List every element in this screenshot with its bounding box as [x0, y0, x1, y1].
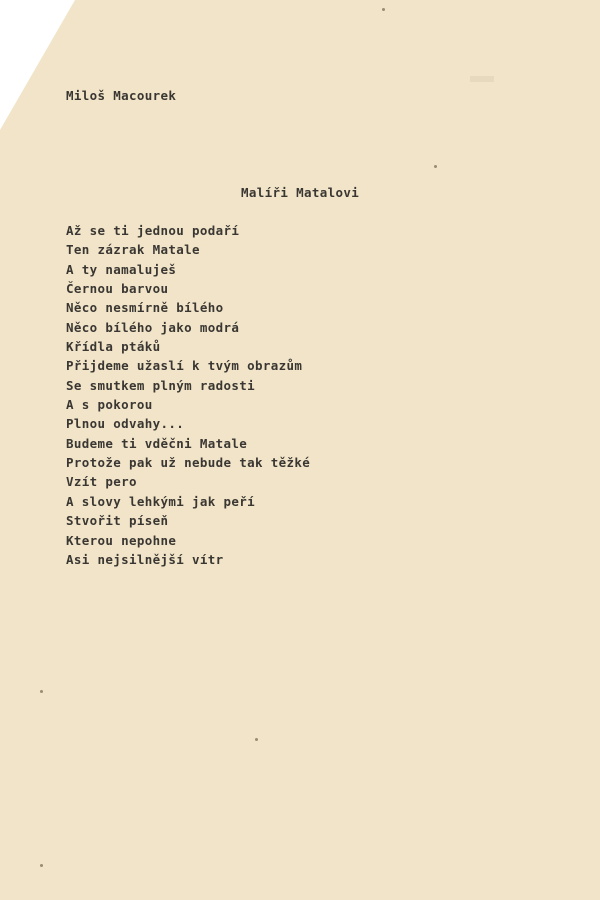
- poem-line: Až se ti jednou podaří: [66, 223, 240, 238]
- folded-corner: [0, 0, 75, 130]
- paper-smudge: [470, 76, 494, 82]
- poem-line: A s pokorou: [66, 397, 153, 413]
- author-name: Miloš Macourek: [66, 88, 177, 103]
- poem-title: Malíři Matalovi: [241, 185, 360, 200]
- paper-speck: [434, 165, 437, 168]
- poem-line: Protože pak už nebude tak těžké: [66, 455, 311, 471]
- poem-line: Křídla ptáků: [66, 339, 161, 355]
- poem-line: A slovy lehkými jak peří: [66, 493, 256, 509]
- poem-line: Budeme ti vděčni Matale: [66, 435, 248, 451]
- poem-line: Se smutkem plným radosti: [66, 377, 256, 393]
- poem-line: Stvořit píseň: [66, 513, 169, 529]
- poem-line: Ten zázrak Matale: [66, 242, 200, 258]
- poem-line: Přijdeme užaslí k tvým obrazům: [66, 358, 303, 374]
- poem-line: Kterou nepohne: [66, 532, 177, 548]
- poem-line: Něco nesmírně bílého: [66, 300, 224, 316]
- poem-line: Plnou odvahy...: [66, 416, 185, 432]
- poem-line: Vzít pero: [66, 474, 137, 490]
- poem-line: Černou barvou: [66, 281, 169, 297]
- poem-body: [66, 221, 310, 569]
- poem-line: A ty namaluješ: [66, 261, 177, 277]
- poem-line: Asi nejsilnější vítr: [66, 551, 224, 567]
- paper-speck: [40, 864, 43, 867]
- poem-line: Něco bílého jako modrá: [66, 319, 240, 335]
- paper-speck: [255, 738, 258, 741]
- paper-speck: [40, 690, 43, 693]
- paper-speck: [382, 8, 385, 11]
